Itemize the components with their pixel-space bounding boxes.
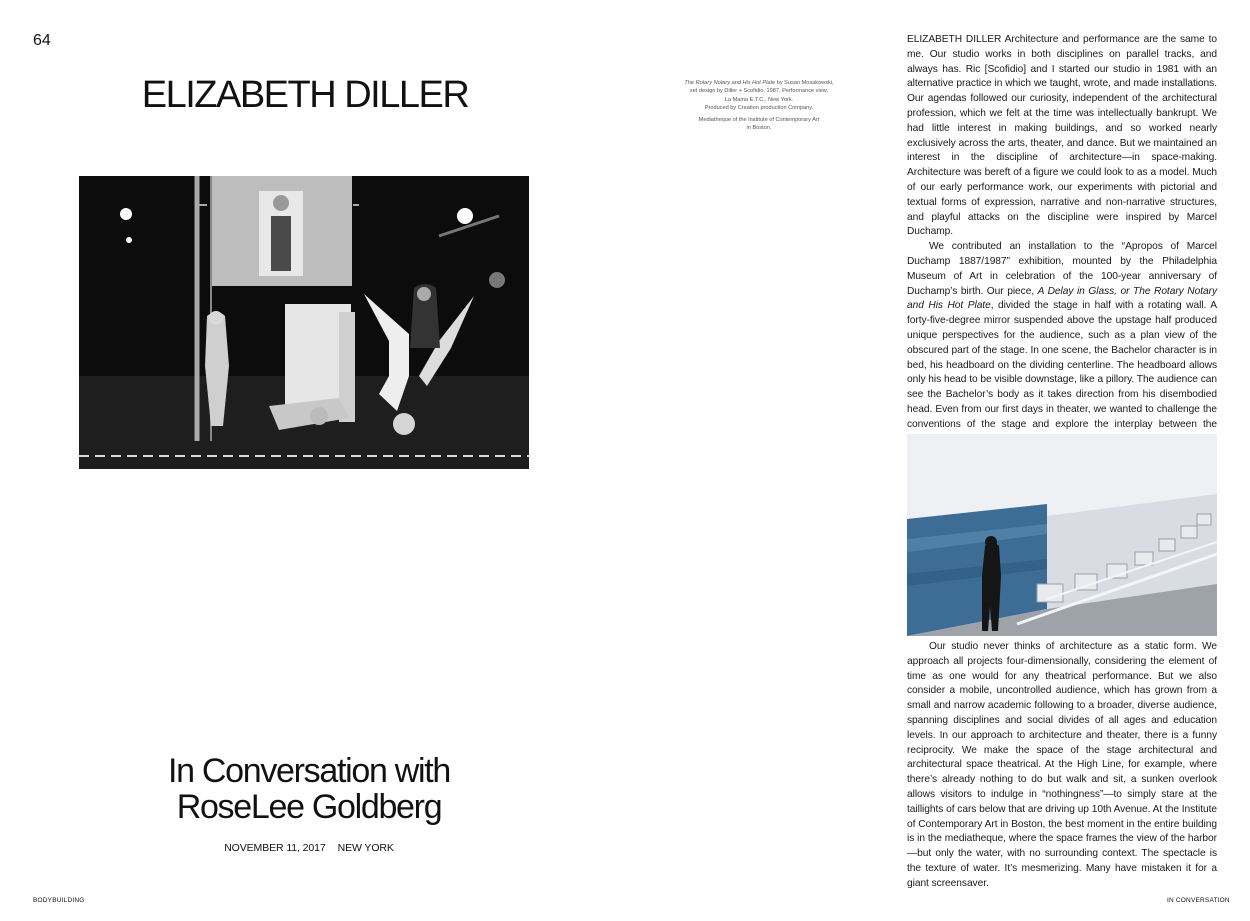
paragraph-1: ELIZABETH DILLER Architecture and performance are the same to me. Our studio works in both disciplines on parallel tracks, and always has. Ric [Scofidio] and I started our studio in 1981 with an alternative practice in which we taught, wrote, and made installations. Our agendas followed our curiosity, independent of the architectural profession, which we felt at the time was intellectually bankrupt. We had little interest in making buildings, and so worked nearly exclusively across the arts, theater, and dance. But we maintained an interest in the discipline of architecture—in space-making. Architecture was bereft of a figure we could look to as a model. Much of our early performance work, our experiments with pictorial and textual forms of expression, narrative and non-narrative structures, and playful attacks on the discipline were inspired by Marcel Duchamp. bbox=[907, 34, 1217, 238]
page-number: 64 bbox=[33, 32, 51, 49]
date: NOVEMBER 11, 2017 bbox=[224, 842, 326, 854]
paragraph-2 bbox=[907, 240, 1217, 462]
stage-photo-illustration bbox=[79, 176, 529, 469]
caption-title: The Rotary Notary and His Hot Plate bbox=[684, 80, 776, 86]
dateline bbox=[80, 842, 538, 854]
subtitle-line-2: RoseLee Goldberg bbox=[176, 788, 442, 826]
caption-credit: by Susan Mosakowski, bbox=[775, 80, 834, 86]
caption-line: Mediatheque of the Institute of Contemporary Art bbox=[698, 117, 820, 124]
body-text-top bbox=[907, 33, 1217, 462]
mediatheque-illustration bbox=[907, 434, 1217, 636]
stage-performance-photo bbox=[79, 176, 529, 469]
subtitle bbox=[80, 753, 538, 825]
location: NEW YORK bbox=[337, 842, 394, 854]
subtitle-line-1: In Conversation with bbox=[167, 752, 451, 790]
caption-line: Produced by Creation production Company. bbox=[704, 104, 814, 111]
page-title: ELIZABETH DILLER bbox=[141, 74, 469, 116]
paragraph-2-text-b: , divided the stage in half with a rotating wall. A forty-five-degree mirror suspended above the upstage half produced unique perspectives for the audience, such as a plan view of the obscured part of the stage. In one scene, the Bachelor character is in bed, his headboard on the dividing centerline. The headboard allows only his head to be visible downstage, like a pillory. The audience can see the Bachelor’s body as it takes direction from his disembodied head. Even from our first days in theater, we wanted to challenge the conventions of the stage and explore the interplay between the bbox=[907, 300, 1217, 430]
footer-left: BODYBUILDING bbox=[33, 897, 85, 904]
work-title: A Delay in Glass, or The Rotary Notary and His Hot Plate bbox=[907, 285, 1217, 312]
caption-line: in Boston. bbox=[746, 125, 772, 132]
footer-right: IN CONVERSATION bbox=[1167, 897, 1230, 904]
caption-line: La Mama E.T.C., New York. bbox=[724, 96, 794, 103]
body-text-bottom bbox=[907, 640, 1217, 892]
caption-line: set design by Diller + Scofidio, 1987. Performance view, bbox=[689, 88, 829, 95]
photo-caption bbox=[668, 79, 850, 137]
mediatheque-photo bbox=[907, 434, 1217, 636]
paragraph-3: Our studio never thinks of architecture as a static form. We approach all projects four-dimensionally, considering the element of time as one would for any theatrical performance. But we also consider a mobile, uncontrolled audience, which has grown from a small and narrow academic following to a broader, diverse audience, spanning disciplines and social divides of all ages and education levels. In our approach to architecture and theater, there is a funny reciprocity. We make the space of the stage architectural and architectural space theatrical. At the High Line, for example, where there’s already nothing to do but walk and sit, a sunken overlook allows visitors to indulge in “nothingness”—to simply stare at the taillights of cars below that are driving up 10th Avenue. At the Institute of Contemporary Art in Boston, the best moment in the entire building is in the mediatheque, where the space frames the view of the harbor—but only the water, with no surrounding context. The spectacle is the texture of water. It’s mesmerizing. Many have mistaken it for a giant screensaver. bbox=[907, 641, 1217, 889]
paragraph-2-text-a: We contributed an installation to the “Apropos of Marcel Duchamp 1887/1987” exhibition, mounted by the Philadelphia Museum of Art in celebration of the 100-year anniversary of Duchamp’s birth. Our piece, bbox=[907, 241, 1217, 297]
